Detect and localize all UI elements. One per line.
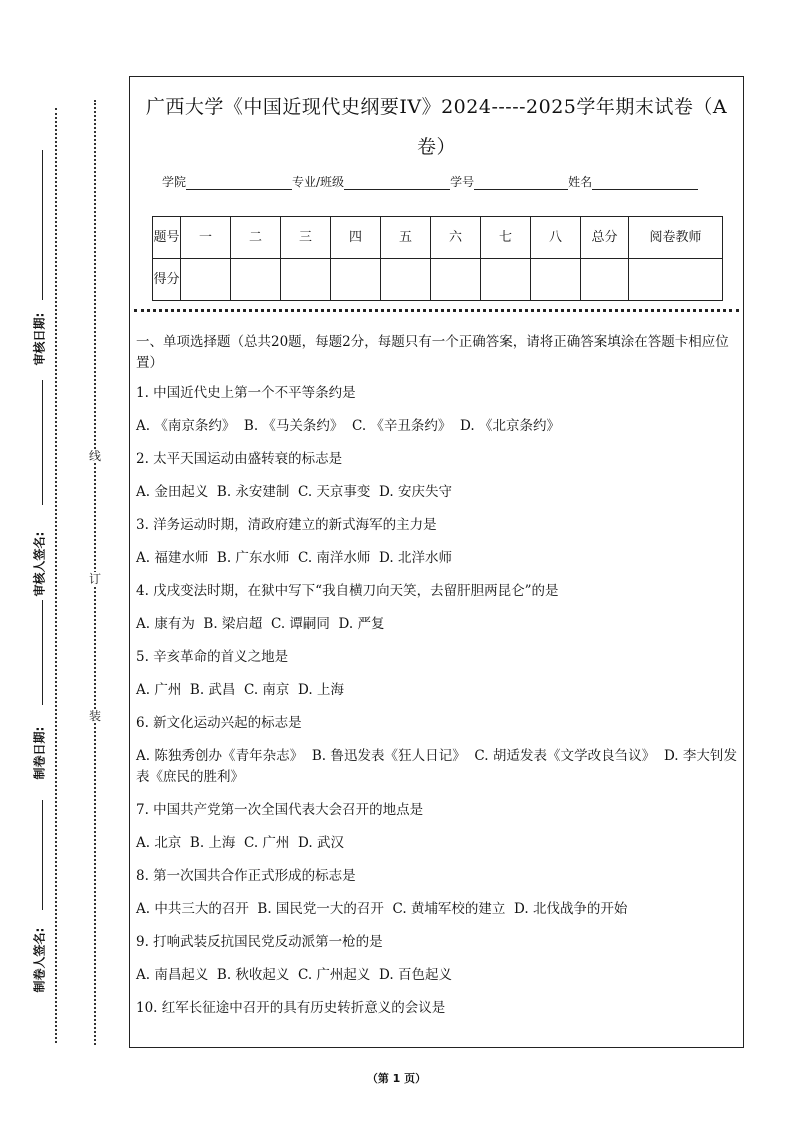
question-8: 8. 第一次国共合作正式形成的标志是: [136, 868, 356, 884]
binding-char-xian: 线: [88, 449, 101, 463]
section-heading: 一、单项选择题（总共20题，每题2分，每题只有一个正确答案，请将正确答案填涂在答题卡相应位置）: [136, 334, 729, 371]
header-cell-3: 三: [281, 217, 331, 259]
header-cell-4: 四: [331, 217, 381, 259]
author-date-line: [42, 600, 43, 705]
reviewer-signature-line: [42, 380, 43, 505]
question-2: 2. 太平天国运动由盛转衰的标志是: [136, 451, 343, 467]
header-cell-total: 总分: [581, 217, 629, 259]
question-2-options: A. 金田起义 B. 永安建制 C. 天京事变 D. 安庆失守: [136, 484, 452, 500]
name-field[interactable]: [592, 177, 698, 190]
question-9-options: A. 南昌起义 B. 秋收起义 C. 广州起义 D. 百色起义: [136, 967, 452, 983]
score-row-label: 得分: [153, 259, 181, 301]
question-10: 10. 红军长征途中召开的具有历史转折意义的会议是: [136, 1000, 446, 1016]
title-line-1: 广西大学《中国近现代史纲要IV》2024-----2025学年期末试卷（A: [145, 96, 728, 118]
score-cell[interactable]: [331, 259, 381, 301]
question-4: 4. 戊戌变法时期，在狱中写下“我自横刀向天笑，去留肝胆两昆仑”的是: [136, 583, 559, 599]
question-9: 9. 打响武装反抗国民党反动派第一枪的是: [136, 934, 383, 950]
student-id-label: 学号: [450, 175, 475, 189]
question-8-options: A. 中共三大的召开 B. 国民党一大的召开 C. 黄埔军校的建立 D. 北伐战争的开始: [136, 901, 628, 917]
name-label: 姓名: [568, 175, 593, 189]
question-7-options: A. 北京 B. 上海 C. 广州 D. 武汉: [136, 835, 344, 851]
score-cell-total[interactable]: [581, 259, 629, 301]
header-cell-1: 一: [181, 217, 231, 259]
score-cell[interactable]: [531, 259, 581, 301]
score-cell[interactable]: [481, 259, 531, 301]
question-section: [136, 332, 737, 1031]
header-cell-grader: 阅卷教师: [629, 217, 723, 259]
score-cell[interactable]: [381, 259, 431, 301]
author-signature-line: [42, 800, 43, 910]
reviewer-signature-label: 审核人签名:: [32, 531, 47, 597]
header-cell-5: 五: [381, 217, 431, 259]
student-id-field[interactable]: [474, 177, 568, 190]
binding-char-zhuang: 装: [88, 709, 101, 723]
major-class-field[interactable]: [344, 177, 450, 190]
header-cell-8: 八: [531, 217, 581, 259]
question-5-options: A. 广州 B. 武昌 C. 南京 D. 上海: [136, 682, 344, 698]
question-6: 6. 新文化运动兴起的标志是: [136, 715, 302, 731]
question-3: 3. 洋务运动时期，清政府建立的新式海军的主力是: [136, 517, 437, 533]
score-cell[interactable]: [281, 259, 331, 301]
college-label: 学院: [162, 175, 187, 189]
score-cell[interactable]: [231, 259, 281, 301]
score-table: [152, 216, 723, 301]
question-1-options: A. 《南京条约》 B. 《马关条约》 C. 《辛丑条约》 D. 《北京条约》: [136, 418, 560, 434]
exam-title: [136, 87, 737, 167]
question-7: 7. 中国共产党第一次全国代表大会召开的地点是: [136, 802, 424, 818]
header-cell-6: 六: [431, 217, 481, 259]
question-3-options: A. 福建水师 B. 广东水师 C. 南洋水师 D. 北洋水师: [136, 550, 452, 566]
review-date-label: 审核日期:: [32, 312, 47, 366]
exam-frame: [129, 76, 744, 1048]
page-number: （第 1 页）: [366, 1072, 427, 1085]
score-cell[interactable]: [181, 259, 231, 301]
question-5: 5. 辛亥革命的首义之地是: [136, 649, 289, 665]
score-table-score-row: [153, 259, 723, 301]
author-date-label: 制卷日期:: [32, 726, 47, 780]
author-signature-label: 制卷人签名:: [32, 927, 47, 993]
major-class-label: 专业/班级: [292, 175, 345, 189]
header-cell-2: 二: [231, 217, 281, 259]
title-line-2: 卷）: [416, 136, 456, 158]
review-date-line: [42, 150, 43, 300]
header-cell-tihao: 题号: [153, 217, 181, 259]
question-6-options: A. 陈独秀创办《青年杂志》 B. 鲁迅发表《狂人日记》 C. 胡适发表《文学改良刍议》 D. 李大钊发表《庶民的胜利》: [136, 748, 737, 785]
college-field[interactable]: [186, 177, 292, 190]
binding-char-ding: 订: [88, 572, 101, 586]
separator-dotted-line: [134, 309, 739, 312]
score-cell-grader[interactable]: [629, 259, 723, 301]
student-info-row: [162, 173, 698, 190]
outer-dotted-line: [55, 108, 57, 1043]
score-table-header-row: [153, 217, 723, 259]
score-cell[interactable]: [431, 259, 481, 301]
header-cell-7: 七: [481, 217, 531, 259]
question-4-options: A. 康有为 B. 梁启超 C. 谭嗣同 D. 严复: [136, 616, 385, 632]
question-1: 1. 中国近代史上第一个不平等条约是: [136, 385, 356, 401]
